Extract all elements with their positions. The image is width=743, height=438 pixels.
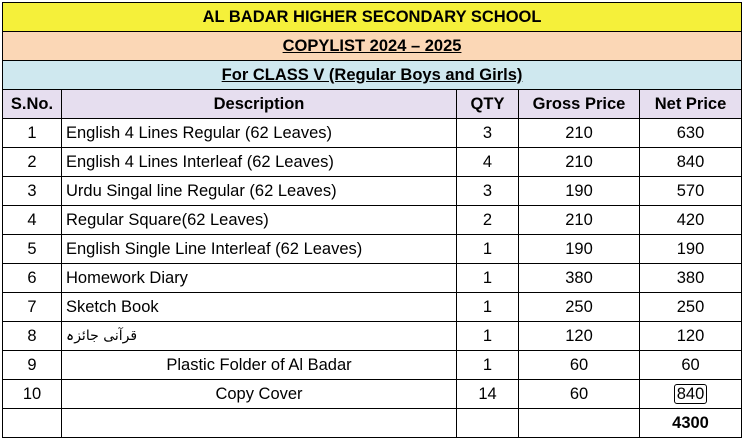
cell-gross-price: 190 [519, 235, 640, 264]
grand-total: 4300 [640, 409, 742, 438]
table-row [3, 119, 742, 148]
cell-qty: 1 [457, 264, 519, 293]
cell-qty: 1 [457, 351, 519, 380]
cell-qty: 4 [457, 148, 519, 177]
cell-net-price: 60 [640, 351, 742, 380]
cell-sno: 5 [3, 235, 62, 264]
cell-gross-price: 210 [519, 148, 640, 177]
cell-net-price: 840 [640, 148, 742, 177]
cell-net-price: 250 [640, 293, 742, 322]
cell-sno: 8 [3, 322, 62, 351]
cell-gross-price: 120 [519, 322, 640, 351]
cell-gross-price: 190 [519, 177, 640, 206]
header-sno: S.No. [3, 90, 62, 119]
copylist-title: COPYLIST 2024 – 2025 [282, 36, 462, 55]
cell-description: English Single Line Interleaf (62 Leaves) [62, 235, 457, 264]
cell-sno: 10 [3, 380, 62, 409]
cell-gross-price: 60 [519, 351, 640, 380]
cell-gross-price: 60 [519, 380, 640, 409]
cell-description: Homework Diary [62, 264, 457, 293]
cell-gross-price: 250 [519, 293, 640, 322]
table-row [3, 148, 742, 177]
cell-description: English 4 Lines Interleaf (62 Leaves) [62, 148, 457, 177]
school-name-row [3, 3, 742, 32]
cell-gross-price: 210 [519, 119, 640, 148]
cell-net-price: 420 [640, 206, 742, 235]
cell-sno: 9 [3, 351, 62, 380]
cell-net-price: 570 [640, 177, 742, 206]
total-row [3, 409, 742, 438]
table-row [3, 206, 742, 235]
header-net-price: Net Price [640, 90, 742, 119]
header-qty: QTY [457, 90, 519, 119]
cell-sno: 7 [3, 293, 62, 322]
cell-net-price: 380 [640, 264, 742, 293]
table-row [3, 293, 742, 322]
table-row [3, 351, 742, 380]
cell-net-price [640, 380, 742, 409]
copylist-table [2, 2, 742, 438]
class-title: For CLASS V (Regular Boys and Girls) [221, 65, 523, 84]
cell-qty: 1 [457, 293, 519, 322]
cell-description: Copy Cover [62, 380, 457, 409]
table-row [3, 380, 742, 409]
header-description: Description [62, 90, 457, 119]
cell-description: English 4 Lines Regular (62 Leaves) [62, 119, 457, 148]
cell-description: Sketch Book [62, 293, 457, 322]
cell-qty: 1 [457, 235, 519, 264]
table-row [3, 235, 742, 264]
cell-net-price: 120 [640, 322, 742, 351]
cell-sno: 3 [3, 177, 62, 206]
net-price-boxed: 840 [674, 384, 708, 405]
cell-sno: 1 [3, 119, 62, 148]
cell-qty: 3 [457, 177, 519, 206]
cell-description: Regular Square(62 Leaves) [62, 206, 457, 235]
header-gross-price: Gross Price [519, 90, 640, 119]
copylist-title-row [3, 32, 742, 61]
cell-description: Urdu Singal line Regular (62 Leaves) [62, 177, 457, 206]
cell-sno: 6 [3, 264, 62, 293]
cell-qty: 1 [457, 322, 519, 351]
cell-description: قرآنی جائزہ [62, 322, 457, 351]
cell-qty: 3 [457, 119, 519, 148]
header-row [3, 90, 742, 119]
table-row [3, 177, 742, 206]
cell-description: Plastic Folder of Al Badar [62, 351, 457, 380]
cell-gross-price: 210 [519, 206, 640, 235]
cell-net-price: 630 [640, 119, 742, 148]
school-name: AL BADAR HIGHER SECONDARY SCHOOL [3, 3, 742, 32]
table-row [3, 264, 742, 293]
cell-net-price: 190 [640, 235, 742, 264]
class-title-row [3, 61, 742, 90]
cell-qty: 14 [457, 380, 519, 409]
cell-sno: 4 [3, 206, 62, 235]
table-row [3, 322, 742, 351]
cell-qty: 2 [457, 206, 519, 235]
cell-gross-price: 380 [519, 264, 640, 293]
cell-sno: 2 [3, 148, 62, 177]
